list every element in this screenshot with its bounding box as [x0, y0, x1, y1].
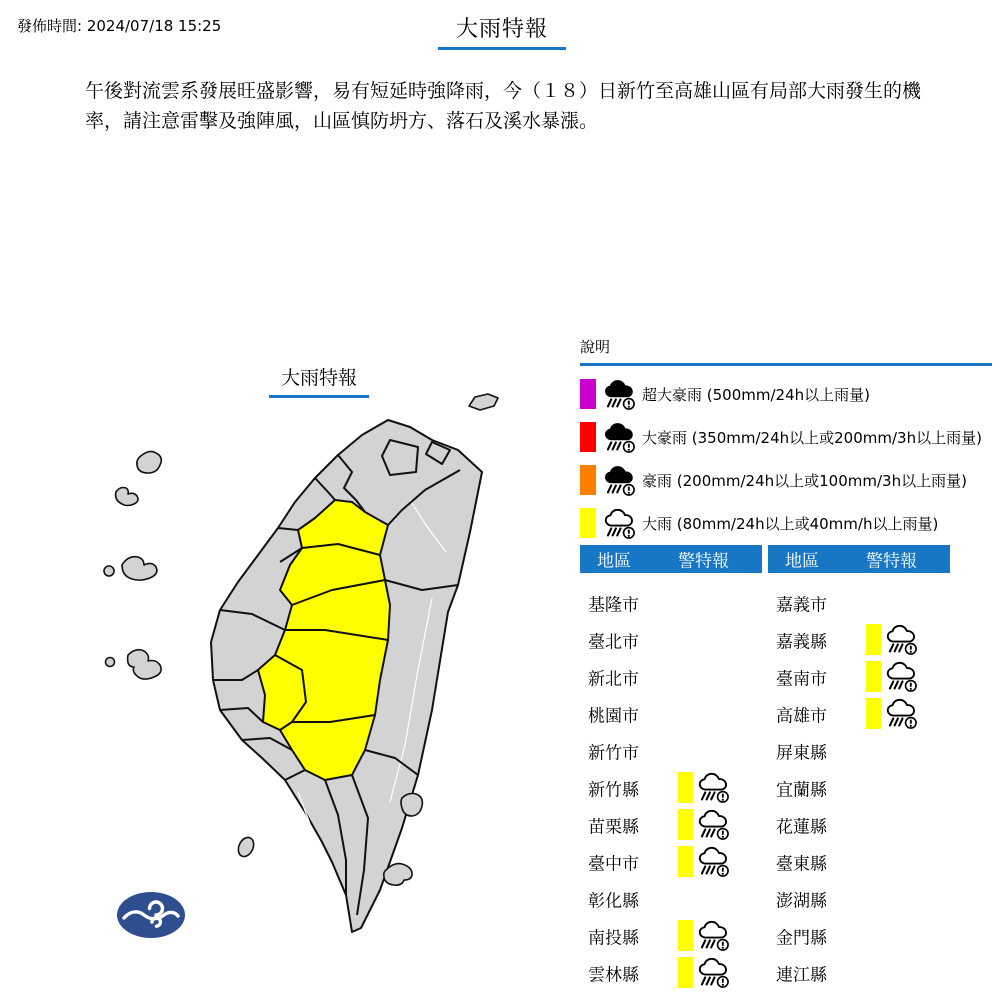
page-title: 大雨特報	[438, 12, 566, 50]
warning-color-swatch	[678, 772, 693, 803]
legend-color-swatch	[580, 422, 596, 452]
region-name: 金門縣	[776, 928, 827, 948]
table-body	[768, 573, 950, 991]
region-name: 雲林縣	[588, 965, 639, 985]
rain-cloud-icon	[697, 809, 729, 840]
rain-cloud-filled-icon	[603, 379, 635, 410]
legend-color-swatch	[580, 379, 596, 409]
table-row	[768, 769, 950, 806]
warning-indicator	[678, 920, 729, 951]
table-row	[580, 695, 762, 732]
table-header-warning: 警特報	[678, 551, 729, 572]
rain-cloud-filled-icon	[603, 465, 635, 496]
rain-cloud-icon	[885, 661, 917, 692]
warning-indicator	[678, 809, 729, 840]
rain-cloud-icon	[885, 624, 917, 655]
map-title-label: 大雨特報	[269, 363, 369, 398]
region-name: 臺中市	[588, 854, 639, 874]
table-row	[768, 621, 950, 658]
table-row	[768, 806, 950, 843]
warning-color-swatch	[678, 920, 693, 951]
region-name: 桃園市	[588, 706, 639, 726]
region-name: 宜蘭縣	[776, 780, 827, 800]
region-name: 花蓮縣	[776, 817, 827, 837]
table-row	[768, 917, 950, 954]
table-header	[768, 545, 950, 573]
region-name: 新北市	[588, 669, 639, 689]
region-name: 連江縣	[776, 965, 827, 985]
rain-cloud-outline-icon	[603, 508, 635, 539]
region-name: 彰化縣	[588, 891, 639, 911]
legend-item	[580, 465, 992, 495]
publish-time: 發佈時間: 2024/07/18 15:25	[17, 17, 222, 35]
rain-cloud-icon	[697, 920, 729, 951]
region-name: 基隆市	[588, 595, 639, 615]
rain-cloud-icon	[697, 957, 729, 988]
warning-indicator	[678, 957, 729, 988]
table-row	[768, 843, 950, 880]
warning-indicator	[866, 661, 917, 692]
region-name: 屏東縣	[776, 743, 827, 763]
cwb-logo	[116, 891, 186, 943]
legend-label: 大雨 (80mm/24h以上或40mm/h以上雨量)	[642, 514, 939, 533]
legend-item	[580, 379, 992, 409]
table-row	[768, 695, 950, 732]
table-row	[580, 806, 762, 843]
warning-description: 午後對流雲系發展旺盛影響，易有短延時強降雨，今（１８）日新竹至高雄山區有局部大雨發生的機率，請注意雷擊及強陣風，山區慎防坍方、落石及溪水暴漲。	[85, 80, 922, 132]
table-header-warning: 警特報	[866, 551, 917, 572]
warning-color-swatch	[866, 624, 881, 655]
region-name: 臺南市	[776, 669, 827, 689]
table-header	[580, 545, 762, 573]
region-name: 高雄市	[776, 706, 827, 726]
region-name: 新竹縣	[588, 780, 639, 800]
table-row	[580, 954, 762, 991]
legend-item	[580, 508, 992, 538]
table-row	[580, 621, 762, 658]
rain-cloud-icon	[697, 772, 729, 803]
warning-indicator	[866, 624, 917, 655]
warning-indicator	[678, 846, 729, 877]
region-name: 嘉義市	[776, 595, 827, 615]
legend-color-swatch	[580, 508, 596, 538]
rain-cloud-icon	[697, 846, 729, 877]
warning-table-left	[580, 545, 762, 991]
table-row	[580, 843, 762, 880]
legend	[580, 336, 992, 538]
table-row	[580, 658, 762, 695]
legend-label: 超大豪雨 (500mm/24h以上雨量)	[642, 385, 870, 404]
table-body	[580, 573, 762, 991]
rain-cloud-icon	[885, 698, 917, 729]
table-row	[580, 769, 762, 806]
table-row	[768, 584, 950, 621]
table-row	[580, 917, 762, 954]
region-name: 苗栗縣	[588, 817, 639, 837]
table-row	[768, 880, 950, 917]
table-row	[580, 584, 762, 621]
region-name: 南投縣	[588, 928, 639, 948]
table-row	[768, 732, 950, 769]
legend-label: 豪雨 (200mm/24h以上或100mm/3h以上雨量)	[642, 471, 967, 490]
region-name: 澎湖縣	[776, 891, 827, 911]
table-row	[768, 954, 950, 991]
warning-indicator	[678, 772, 729, 803]
legend-rows	[580, 379, 992, 538]
warning-color-swatch	[678, 809, 693, 840]
warning-table-right	[768, 545, 950, 991]
warning-color-swatch	[866, 698, 881, 729]
legend-title: 說明	[580, 336, 992, 366]
region-name: 臺北市	[588, 632, 639, 652]
region-name: 新竹市	[588, 743, 639, 763]
warning-indicator	[866, 698, 917, 729]
table-row	[768, 658, 950, 695]
warning-color-swatch	[866, 661, 881, 692]
rain-cloud-filled-icon	[603, 422, 635, 453]
table-header-region: 地區	[785, 551, 819, 572]
region-name: 嘉義縣	[776, 632, 827, 652]
table-row	[580, 880, 762, 917]
region-name: 臺東縣	[776, 854, 827, 874]
legend-label: 大豪雨 (350mm/24h以上或200mm/3h以上雨量)	[642, 428, 982, 447]
warning-color-swatch	[678, 957, 693, 988]
table-header-region: 地區	[597, 551, 631, 572]
warning-color-swatch	[678, 846, 693, 877]
legend-item	[580, 422, 992, 452]
table-row	[580, 732, 762, 769]
legend-color-swatch	[580, 465, 596, 495]
